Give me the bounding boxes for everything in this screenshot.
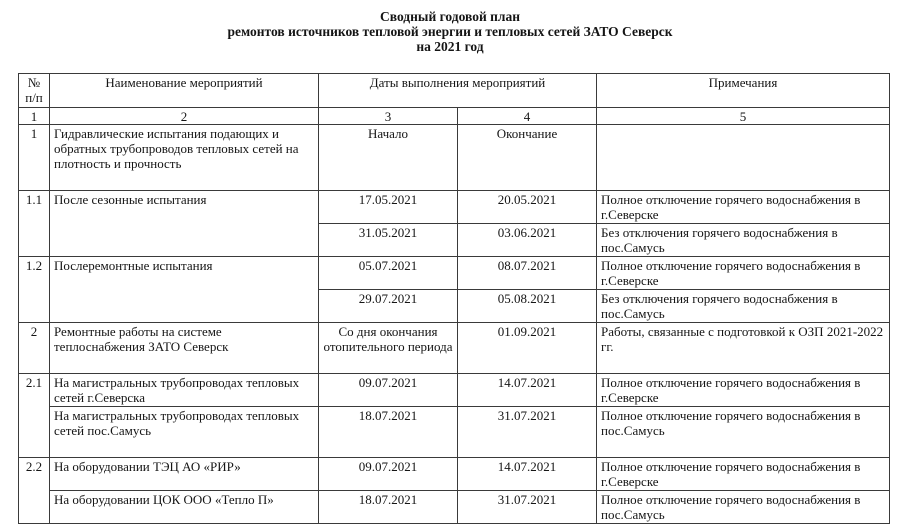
header-num: № п/п [19,74,50,108]
row-start: 29.07.2021 [319,290,458,323]
row-start: 17.05.2021 [319,191,458,224]
title-line-2: ремонтов источников тепловой энергии и тепловых сетей ЗАТО Северск [227,24,673,39]
table-header-row [19,74,890,108]
col-number: 4 [458,108,597,125]
table-row [19,491,890,524]
repair-plan-table [18,73,890,524]
row-start: 09.07.2021 [319,458,458,491]
row-end: 31.07.2021 [458,491,597,524]
header-notes: Примечания [597,74,890,108]
row-note [597,125,890,191]
col-number: 2 [50,108,319,125]
row-end: 05.08.2021 [458,290,597,323]
row-end: 14.07.2021 [458,374,597,407]
row-start: 09.07.2021 [319,374,458,407]
table-row [19,458,890,491]
row-start: 18.07.2021 [319,491,458,524]
row-note: Полное отключение горячего водоснабжения в пос.Самусь [597,407,890,458]
row-note: Полное отключение горячего водоснабжения в г.Северске [597,191,890,224]
table-row [19,257,890,290]
row-note: Полное отключение горячего водоснабжения в г.Северске [597,374,890,407]
row-num: 2.2 [19,458,50,524]
row-name: Ремонтные работы на системе теплоснабжения ЗАТО Северск [50,323,319,374]
column-number-row [19,108,890,125]
row-note: Полное отключение горячего водоснабжения в пос.Самусь [597,491,890,524]
header-name: Наименование мероприятий [50,74,319,108]
row-note: Работы, связанные с подготовкой к ОЗП 2021-2022 гг. [597,323,890,374]
table-row [19,323,890,374]
title-line-3: на 2021 год [416,39,484,54]
row-name: Послеремонтные испытания [50,257,319,323]
table-row [19,374,890,407]
col-number: 3 [319,108,458,125]
row-num: 1.2 [19,257,50,323]
row-num: 2 [19,323,50,374]
row-end: 20.05.2021 [458,191,597,224]
col-number: 1 [19,108,50,125]
header-dates: Даты выполнения мероприятий [319,74,597,108]
table-row [19,407,890,458]
title-line-1: Сводный годовой план [380,9,520,24]
col-number: 5 [597,108,890,125]
row-note: Полное отключение горячего водоснабжения в г.Северске [597,257,890,290]
table-row [19,125,890,191]
row-note: Без отключения горячего водоснабжения в пос.Самусь [597,224,890,257]
row-name: На оборудовании ТЭЦ АО «РИР» [50,458,319,491]
row-num: 2.1 [19,374,50,458]
row-end: 08.07.2021 [458,257,597,290]
row-start: 05.07.2021 [319,257,458,290]
row-num: 1.1 [19,191,50,257]
row-end: 31.07.2021 [458,407,597,458]
row-end: 01.09.2021 [458,323,597,374]
row-name: Гидравлические испытания подающих и обратных трубопроводов тепловых сетей на плотность и прочность [50,125,319,191]
row-num: 1 [19,125,50,191]
row-end: Окончание [458,125,597,191]
row-name: На оборудовании ЦОК ООО «Тепло П» [50,491,319,524]
row-name: На магистральных трубопроводах тепловых сетей г.Северска [50,374,319,407]
row-start: 18.07.2021 [319,407,458,458]
row-name: После сезонные испытания [50,191,319,257]
row-name: На магистральных трубопроводах тепловых сетей пос.Самусь [50,407,319,458]
row-start: 31.05.2021 [319,224,458,257]
row-end: 14.07.2021 [458,458,597,491]
row-start: Начало [319,125,458,191]
document-title [0,9,900,54]
row-start: Со дня окончания отопительного периода [319,323,458,374]
table-row [19,191,890,224]
row-end: 03.06.2021 [458,224,597,257]
row-note: Без отключения горячего водоснабжения в пос.Самусь [597,290,890,323]
row-note: Полное отключение горячего водоснабжения в г.Северске [597,458,890,491]
